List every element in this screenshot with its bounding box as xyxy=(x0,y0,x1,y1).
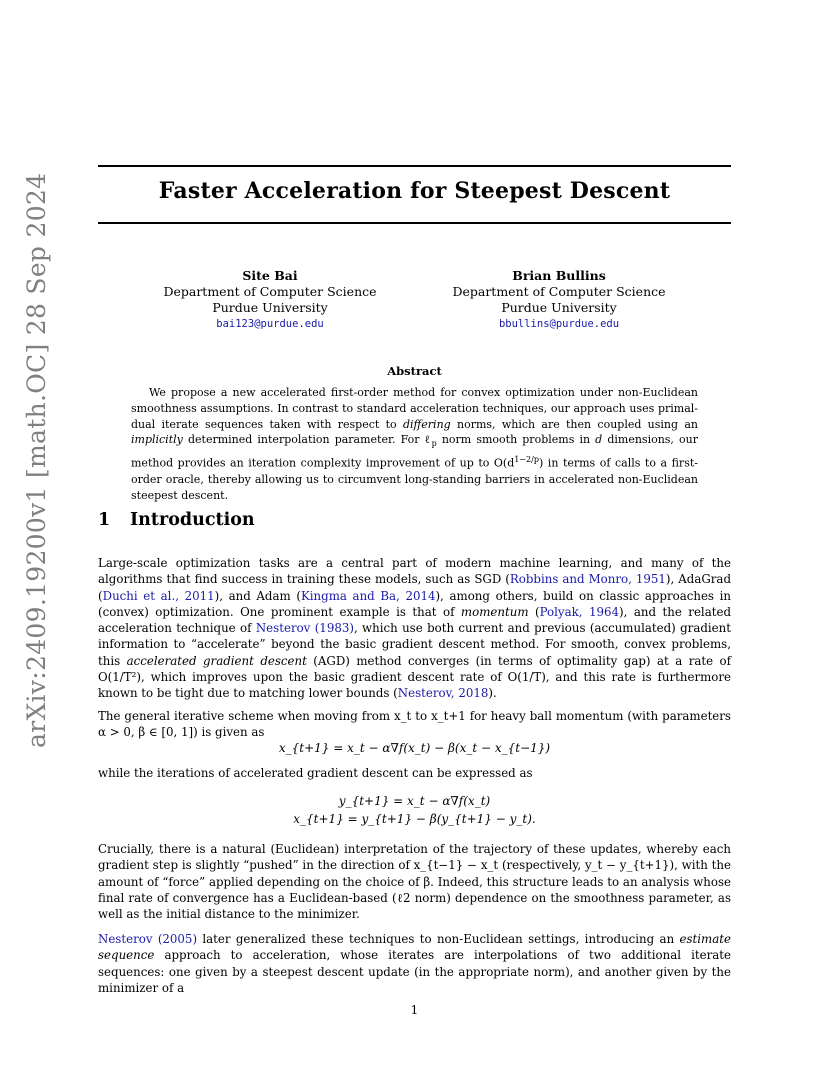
author-name: Site Bai xyxy=(242,268,298,283)
paragraph-5: Nesterov (2005) later generalized these techniques to non-Euclidean settings, introducing an estimate sequence approach to acceleration, whose iterates are interpolations of two additional iterate sequences: one given by a steepest descent update (in the appropriate norm), and another given by the minimizer of a xyxy=(98,932,731,995)
paper-title: Faster Acceleration for Steepest Descent xyxy=(158,178,671,204)
paragraph-1: Large-scale optimization tasks are a central part of modern machine learning, and many of the algorithms that find success in training these models, such as SGD (Robbins and Monro, 1951), AdaGrad (Duchi et al., 2011), and Adam (Kingma and Ba, 2014), among others, build on classic approaches in (convex) optimization. One prominent example is that of momentum (Polyak, 1964), and the related acceleration technique of Nesterov (1983), which use both current and previous (accumulated) gradient information to “accelerate” beyond the basic gradient descent method. For smooth, convex problems, this accelerated gradient descent (AGD) method converges (in terms of optimality gap) at a rate of O(1/T²), which improves upon the basic gradient descent rate of O(1/T), and this rate is furthermore known to be tight due to matching lower bounds (Nesterov, 2018). xyxy=(98,556,732,701)
section-number: 1 xyxy=(98,510,111,530)
author-name: Brian Bullins xyxy=(512,268,606,283)
author-email[interactable]: bai123@purdue.edu xyxy=(216,318,324,330)
author-university: Purdue University xyxy=(501,300,617,315)
title-rule-top xyxy=(98,165,731,167)
author-block-1 xyxy=(140,268,400,332)
citation-link[interactable]: Duchi et al., 2011 xyxy=(102,588,215,603)
equation-agd-x: x_{t+1} = y_{t+1} − β(y_{t+1} − y_t). xyxy=(293,812,536,826)
author-department: Department of Computer Science xyxy=(452,284,666,299)
citation-link[interactable]: Nesterov, 2018 xyxy=(397,686,489,701)
abstract-heading: Abstract xyxy=(387,364,442,378)
paragraph-2: The general iterative scheme when moving from x_t to x_t+1 for heavy ball momentum (with parameters α > 0, β ∈ [0, 1]) is given as xyxy=(98,709,731,740)
author-university: Purdue University xyxy=(212,300,328,315)
paragraph-3: while the iterations of accelerated gradient descent can be expressed as xyxy=(98,766,533,780)
citation-link[interactable]: Polyak, 1964 xyxy=(539,604,620,619)
title-rule-bottom xyxy=(98,222,731,224)
citation-link[interactable]: Nesterov (2005) xyxy=(98,932,198,946)
abstract-text: We propose a new accelerated first-order method for convex optimization under non-Euclidean smoothness assumptions. In contrast to standard acceleration techniques, our approach uses primal-dual iterate sequences taken with respect to differing norms, which are then coupled using an implicitly determined interpolation parameter. For ℓ$_p$ norm smooth problems in d dimensions, our method provides an iteration complexity improvement of up to $O(d^{1-2/p})$ in terms of calls to a first-order oracle, thereby allowing us to circumvent long-standing barriers in accelerated non-Euclidean steepest descent. xyxy=(131,386,699,502)
page-number: 1 xyxy=(410,1003,419,1017)
equation-agd-y: y_{t+1} = x_t − α∇f(x_t) xyxy=(338,794,491,808)
author-block-2 xyxy=(429,268,689,332)
equation-heavy-ball: x_{t+1} = x_t − α∇f(x_t) − β(x_t − x_{t−1}) xyxy=(278,741,551,755)
citation-link[interactable]: Kingma and Ba, 2014 xyxy=(300,588,436,603)
paragraph-4: Crucially, there is a natural (Euclidean) interpretation of the trajectory of these updates, whereby each gradient step is slightly “pushed” in the direction of x_{t−1} − x_t (respectively, y_t − y_{t+1}), with the amount of “force” applied depending on the choice of β. Indeed, this structure leads to an analysis whose final rate of convergence has a Euclidean-based (ℓ2 norm) dependence on the smoothness parameter, as well as the initial distance to the minimizer. xyxy=(98,842,731,922)
author-email[interactable]: bbullins@purdue.edu xyxy=(498,318,620,330)
section-title: Introduction xyxy=(130,510,255,530)
arxiv-identifier: arXiv:2409.19200v1 [math.OC] 28 Sep 2024 xyxy=(22,172,51,748)
author-department: Department of Computer Science xyxy=(163,284,377,299)
section-heading xyxy=(98,510,255,530)
citation-link[interactable]: Robbins and Monro, 1951 xyxy=(509,572,666,587)
citation-link[interactable]: Nesterov (1983) xyxy=(255,621,354,636)
